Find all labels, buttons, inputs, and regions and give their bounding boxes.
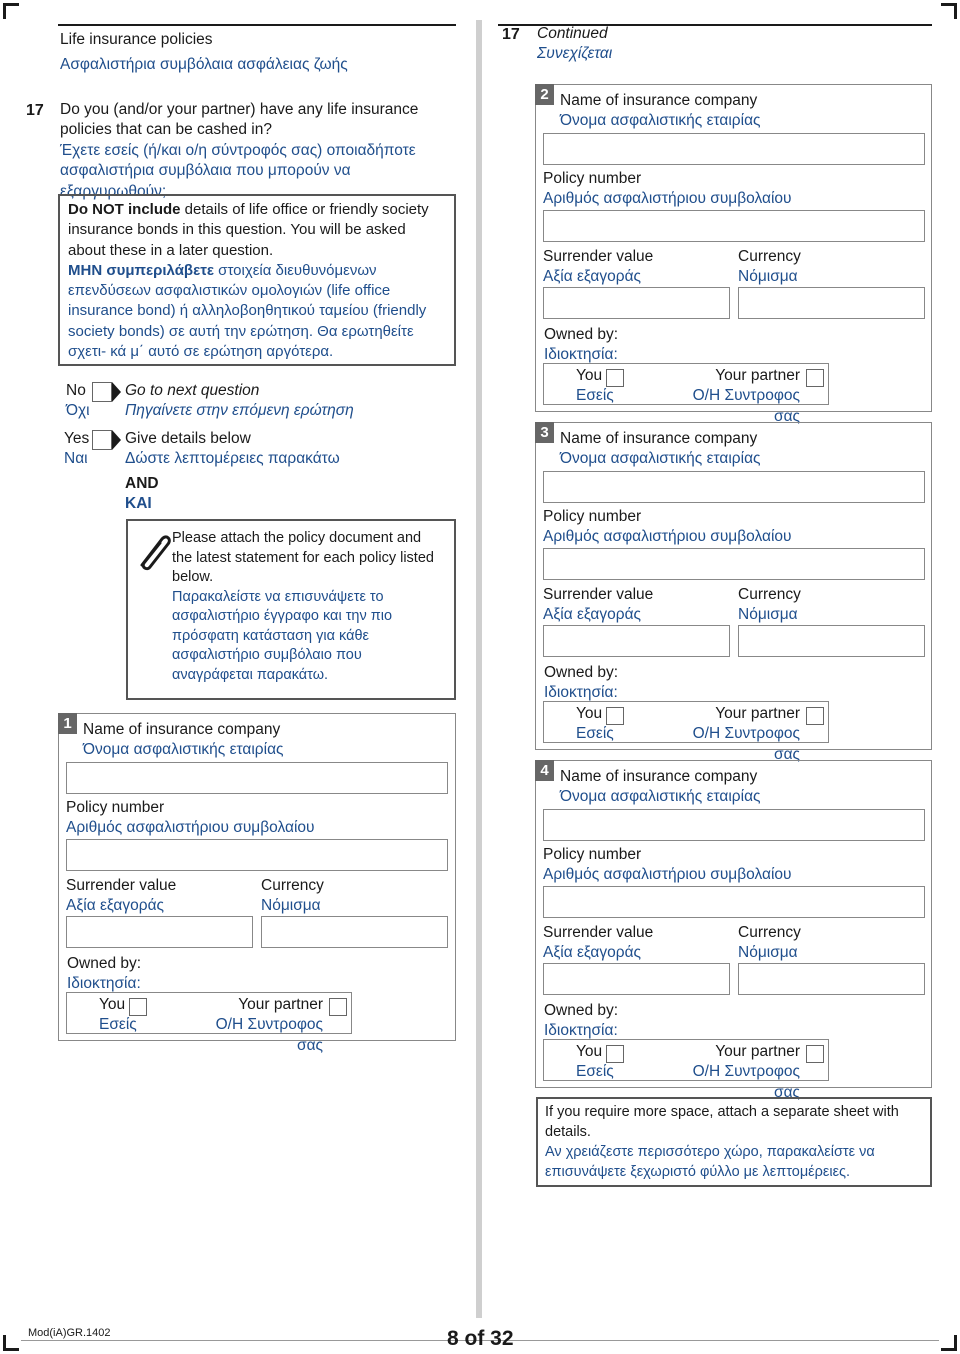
yes-checkbox[interactable] (92, 430, 121, 450)
currency-field[interactable] (261, 916, 448, 948)
continued-en: Continued (537, 25, 608, 42)
currency-label (738, 923, 801, 964)
yes-action (125, 429, 340, 515)
owned-label (544, 663, 618, 704)
surrender-value-field[interactable] (543, 963, 730, 995)
currency-label-gr: Νόμισμα (738, 944, 798, 962)
surrender-label-gr: Αξία εξαγοράς (543, 268, 642, 286)
owned-label-gr: Ιδιοκτησία: (544, 346, 618, 364)
you-label-gr: Εσείς (576, 1063, 614, 1081)
partner-label-gr: Ο/Η Συντροφος σας (692, 387, 800, 425)
currency-field[interactable] (738, 287, 925, 319)
surrender-label (543, 585, 653, 626)
currency-label-gr: Νόμισμα (261, 897, 321, 915)
currency-label-gr: Νόμισμα (738, 606, 798, 624)
company-field[interactable] (543, 133, 925, 165)
policy-label-en: Policy number (543, 508, 642, 525)
policy-number-field[interactable] (543, 886, 925, 918)
attach-text-gr: Παρακαλείστε να επισυνάψετε το ασφαλιστήριο έγγραφο και την πιο πρόσφατη κατάσταση για κάθε ασφαλιστήριο συμβόλαιο που αναγράφεται παρακάτω. (172, 588, 393, 683)
owned-label (544, 1001, 618, 1042)
no-label-gr: Όχι (66, 402, 90, 420)
partner-checkbox[interactable] (806, 1045, 824, 1063)
surrender-label (543, 247, 653, 288)
you-label-gr: Εσείς (576, 387, 614, 405)
owned-label (544, 325, 618, 366)
warning-gr (68, 261, 446, 362)
currency-label-en: Currency (738, 248, 801, 265)
no-checkbox-square[interactable] (92, 382, 112, 402)
warning-rest-en: details of life office or friendly society insurance bonds in this question. You will be asked about these in a later question. (68, 201, 429, 259)
column-divider (476, 20, 482, 1318)
warning-box (58, 194, 456, 366)
crop-mark (941, 3, 957, 19)
surrender-label-en: Surrender value (543, 586, 654, 603)
policy-box-4 (535, 760, 932, 1101)
partner-checkbox[interactable] (329, 998, 347, 1016)
you-label-en: You (99, 996, 126, 1013)
crop-mark (3, 1335, 19, 1351)
crop-mark (941, 1335, 957, 1351)
warning-bold-en: Do NOT include (68, 201, 181, 218)
surrender-label-en: Surrender value (66, 877, 177, 894)
owned-label-gr: Ιδιοκτησία: (544, 684, 618, 702)
owned-label-en: Owned by: (544, 326, 619, 343)
attach-box (126, 519, 456, 700)
warning-rest-gr: στοιχεία διευθυνόμενων επενδύσεων ασφαλιστικών ομολογιών (life office insurance bond) ή αλληλοβοηθητικού ταμείου (friendly society bonds) σε αυτή την ερώτηση. Θα ερωτηθείτε σχετι- κά μ΄ αυτό σε ερώτηση αργότερα. (68, 261, 427, 360)
surrender-label-en: Surrender value (543, 248, 654, 265)
no-option-labels (66, 381, 90, 422)
you-label-en: You (576, 705, 603, 722)
crop-mark (3, 3, 19, 19)
arrow-right-icon (112, 430, 121, 450)
owned-label-gr: Ιδιοκτησία: (544, 1022, 618, 1040)
policy-label (543, 169, 791, 210)
yes-label-gr: Ναι (64, 450, 88, 468)
more-space-gr: Αν χρειάζεστε περισσότερο χώρο, παρακαλείστε να επισυνάψετε ξεχωριστό φύλλο με λεπτομέρειες. (545, 1144, 875, 1180)
you-checkbox[interactable] (606, 707, 624, 725)
policy-label (543, 507, 791, 548)
partner-label-en: Your partner (715, 1043, 800, 1060)
arrow-right-icon (112, 382, 121, 402)
currency-field[interactable] (738, 625, 925, 657)
policy-box-3 (535, 422, 932, 763)
policy-label-en: Policy number (543, 846, 642, 863)
yes-action-en: Give details below (125, 430, 251, 447)
policy-label-gr: Αριθμός ασφαλιστήριου συμβολαίου (543, 866, 792, 884)
surrender-value-field[interactable] (543, 625, 730, 657)
section-title: Life insurance policies (60, 31, 213, 48)
company-field[interactable] (543, 809, 925, 841)
policy-number-field[interactable] (543, 210, 925, 242)
question-text-gr: Έχετε εσείς (ή/και ο/η σύντροφός σας) οποιαδήποτε ασφαλιστήρια συμβόλαια που μπορούν να εξαργυρωθούν; (60, 141, 416, 200)
and-label-gr: ΚΑΙ (125, 495, 152, 513)
question-number: 17 (26, 102, 44, 119)
company-label-gr: Όνομα ασφαλιστικής εταιρίας (560, 450, 761, 468)
policy-box-1 (58, 713, 456, 1054)
continued-label (537, 24, 612, 65)
surrender-label (543, 923, 653, 964)
surrender-label-gr: Αξία εξαγοράς (66, 897, 165, 915)
yes-checkbox-square[interactable] (92, 430, 112, 450)
partner-label-en: Your partner (715, 705, 800, 722)
currency-label-en: Currency (738, 586, 801, 603)
you-label-en: You (576, 1043, 603, 1060)
you-label-en: You (576, 367, 603, 384)
policy-number-tag: 3 (535, 422, 554, 443)
no-label: No (66, 382, 86, 399)
owned-label-en: Owned by: (544, 1002, 619, 1019)
yes-label: Yes (64, 430, 90, 447)
form-code: Mod(iA)GR.1402 (28, 1327, 111, 1339)
partner-label (191, 995, 323, 1056)
company-label-gr: Όνομα ασφαλιστικής εταιρίας (560, 788, 761, 806)
policy-label-gr: Αριθμός ασφαλιστήριου συμβολαίου (543, 190, 792, 208)
partner-label (668, 366, 800, 427)
currency-label (738, 247, 801, 288)
company-label-en: Name of insurance company (83, 721, 281, 738)
you-label-gr: Εσείς (99, 1016, 137, 1034)
company-label (560, 767, 761, 808)
you-checkbox[interactable] (606, 369, 624, 387)
policy-label (543, 845, 791, 886)
currency-label-en: Currency (738, 924, 801, 941)
partner-label (668, 1042, 800, 1103)
company-label-gr: Όνομα ασφαλιστικής εταιρίας (560, 112, 761, 130)
and-label: AND (125, 474, 159, 492)
yes-action-gr: Δώστε λεπτομέρειες παρακάτω (125, 450, 340, 468)
partner-label-en: Your partner (238, 996, 323, 1013)
policy-label-en: Policy number (543, 170, 642, 187)
policy-number-tag: 1 (58, 713, 77, 734)
currency-field[interactable] (738, 963, 925, 995)
surrender-value-field[interactable] (543, 287, 730, 319)
warning-en (68, 200, 446, 261)
surrender-label-en: Surrender value (543, 924, 654, 941)
no-action-gr: Πηγαίνετε στην επόμενη ερώτηση (125, 402, 354, 420)
owner-box (543, 1039, 829, 1101)
surrender-label-gr: Αξία εξαγοράς (543, 606, 642, 624)
surrender-label (66, 876, 176, 917)
you-label-gr: Εσείς (576, 725, 614, 743)
top-rule-left (58, 24, 456, 26)
currency-label (738, 585, 801, 626)
no-action (125, 381, 354, 422)
owned-label-gr: Ιδιοκτησία: (67, 975, 141, 993)
policy-number-field[interactable] (66, 839, 448, 871)
attach-text-en: Please attach the policy document and the latest statement for each policy listed below. (172, 530, 434, 586)
page-number: 8 of 32 (447, 1327, 514, 1350)
partner-label (668, 704, 800, 765)
company-field[interactable] (543, 471, 925, 503)
company-label-gr: Όνομα ασφαλιστικής εταιρίας (83, 741, 284, 759)
warning-bold-gr: ΜΗΝ συμπεριλάβετε (68, 261, 215, 279)
currency-label-en: Currency (261, 877, 324, 894)
continued-number: 17 (502, 26, 520, 43)
question-text-en: Do you (and/or your partner) have any life insurance policies that can be cashed in? (60, 101, 419, 139)
policy-box-2 (535, 84, 932, 425)
you-checkbox[interactable] (129, 998, 147, 1016)
partner-label-gr: Ο/Η Συντροφος σας (215, 1016, 323, 1054)
company-label-en: Name of insurance company (560, 430, 758, 447)
partner-checkbox[interactable] (806, 707, 824, 725)
company-label (560, 429, 761, 470)
currency-label-gr: Νόμισμα (738, 268, 798, 286)
yes-option-labels (64, 429, 89, 470)
partner-label-gr: Ο/Η Συντροφος σας (692, 725, 800, 763)
more-space-box (536, 1097, 932, 1187)
question-text (60, 100, 440, 202)
owner-box (543, 363, 829, 425)
section-title-greek: Ασφαλιστήρια συμβόλαια ασφάλειας ζωής (60, 56, 348, 74)
currency-label (261, 876, 324, 917)
surrender-label-gr: Αξία εξαγοράς (543, 944, 642, 962)
company-label (560, 91, 761, 132)
partner-checkbox[interactable] (806, 369, 824, 387)
owner-box (66, 992, 352, 1054)
policy-number-field[interactable] (543, 548, 925, 580)
company-label-en: Name of insurance company (560, 768, 758, 785)
paperclip-icon (136, 531, 172, 571)
you-checkbox[interactable] (606, 1045, 624, 1063)
policy-label (66, 798, 314, 839)
owned-label-en: Owned by: (544, 664, 619, 681)
surrender-value-field[interactable] (66, 916, 253, 948)
policy-label-gr: Αριθμός ασφαλιστήριου συμβολαίου (543, 528, 792, 546)
policy-number-tag: 4 (535, 760, 554, 781)
continued-gr: Συνεχίζεται (537, 45, 613, 63)
no-action-en: Go to next question (125, 382, 260, 399)
company-field[interactable] (66, 762, 448, 794)
policy-number-tag: 2 (535, 84, 554, 105)
owned-label (67, 954, 141, 995)
section-header (60, 30, 348, 76)
company-label-en: Name of insurance company (560, 92, 758, 109)
company-label (83, 720, 284, 761)
owner-box (543, 701, 829, 763)
partner-label-gr: Ο/Η Συντροφος σας (692, 1063, 800, 1101)
policy-label-en: Policy number (66, 799, 165, 816)
no-checkbox[interactable] (92, 382, 121, 402)
partner-label-en: Your partner (715, 367, 800, 384)
policy-label-gr: Αριθμός ασφαλιστήριου συμβολαίου (66, 819, 315, 837)
owned-label-en: Owned by: (67, 955, 142, 972)
more-space-en: If you require more space, attach a separate sheet with details. (545, 1104, 899, 1140)
